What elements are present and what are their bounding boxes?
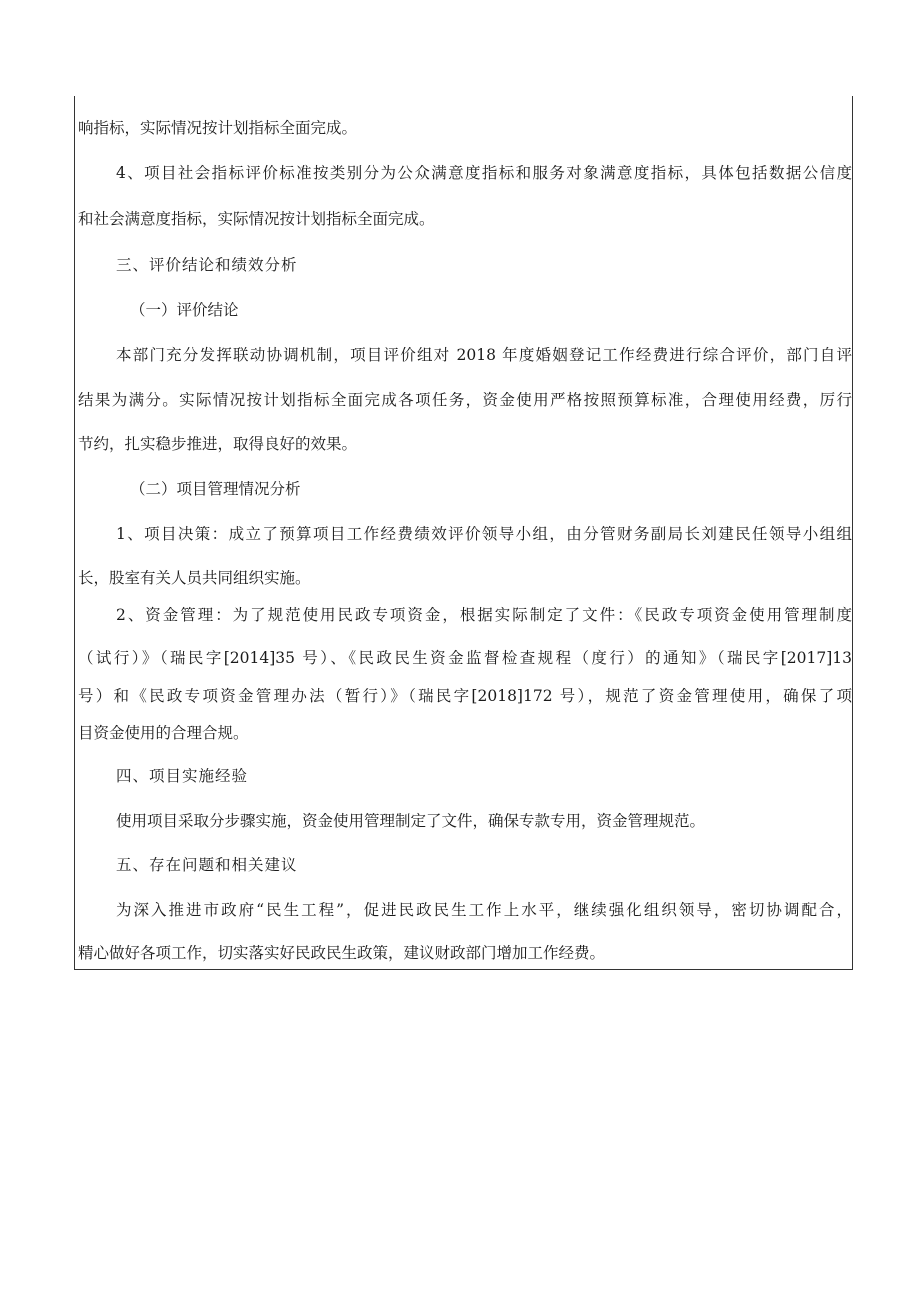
paragraph-line: 精心做好各项工作，切实落实好民政民生政策，建议财政部门增加工作经费。 — [78, 944, 606, 962]
subsection-heading: （二）项目管理情况分析 — [130, 480, 301, 498]
paragraph-line: 节约，扎实稳步推进，取得良好的效果。 — [78, 435, 358, 453]
paragraph-line: 2、资金管理：为了规范使用民政专项资金，根据实际制定了文件：《民政专项资金使用管理制度 — [116, 606, 852, 624]
section-heading: 四、项目实施经验 — [116, 767, 249, 785]
paragraph-line: 本部门充分发挥联动协调机制，项目评价组对 2018 年度婚姻登记工作经费进行综合评价，部门自评 — [116, 346, 852, 364]
paragraph-line: 为深入推进市政府“民生工程”，促进民政民生工作上水平，继续强化组织领导，密切协调配合， — [116, 901, 852, 919]
paragraph-line: 1、项目决策：成立了预算项目工作经费绩效评价领导小组，由分管财务副局长刘建民任领导小组组 — [116, 525, 852, 543]
paragraph-line: 号）和《民政专项资金管理办法（暂行）》（瑞民字[2018]172 号），规范了资金管理使用，确保了项 — [78, 687, 852, 705]
paragraph-line: （试行）》（瑞民字[2014]35 号）、《民政民生资金监督检查规程（度行）的通知》（瑞民字[2017]13 — [78, 649, 852, 667]
section-heading: 三、评价结论和绩效分析 — [116, 256, 298, 274]
paragraph-line: 长，股室有关人员共同组织实施。 — [78, 569, 311, 587]
paragraph-line: 4、项目社会指标评价标准按类别分为公众满意度指标和服务对象满意度指标，具体包括数据公信度 — [116, 164, 852, 182]
paragraph-line: 响指标，实际情况按计划指标全面完成。 — [78, 119, 358, 137]
paragraph-line: 和社会满意度指标，实际情况按计划指标全面完成。 — [78, 210, 435, 228]
section-heading: 五、存在问题和相关建议 — [116, 856, 298, 874]
paragraph-line: 结果为满分。实际情况按计划指标全面完成各项任务，资金使用严格按照预算标准，合理使用经费，厉行 — [78, 391, 852, 409]
paragraph-line: 目资金使用的合理合规。 — [78, 724, 249, 742]
subsection-heading: （一）评价结论 — [130, 301, 239, 319]
paragraph-line: 使用项目采取分步骤实施，资金使用管理制定了文件，确保专款专用，资金管理规范。 — [116, 812, 706, 830]
